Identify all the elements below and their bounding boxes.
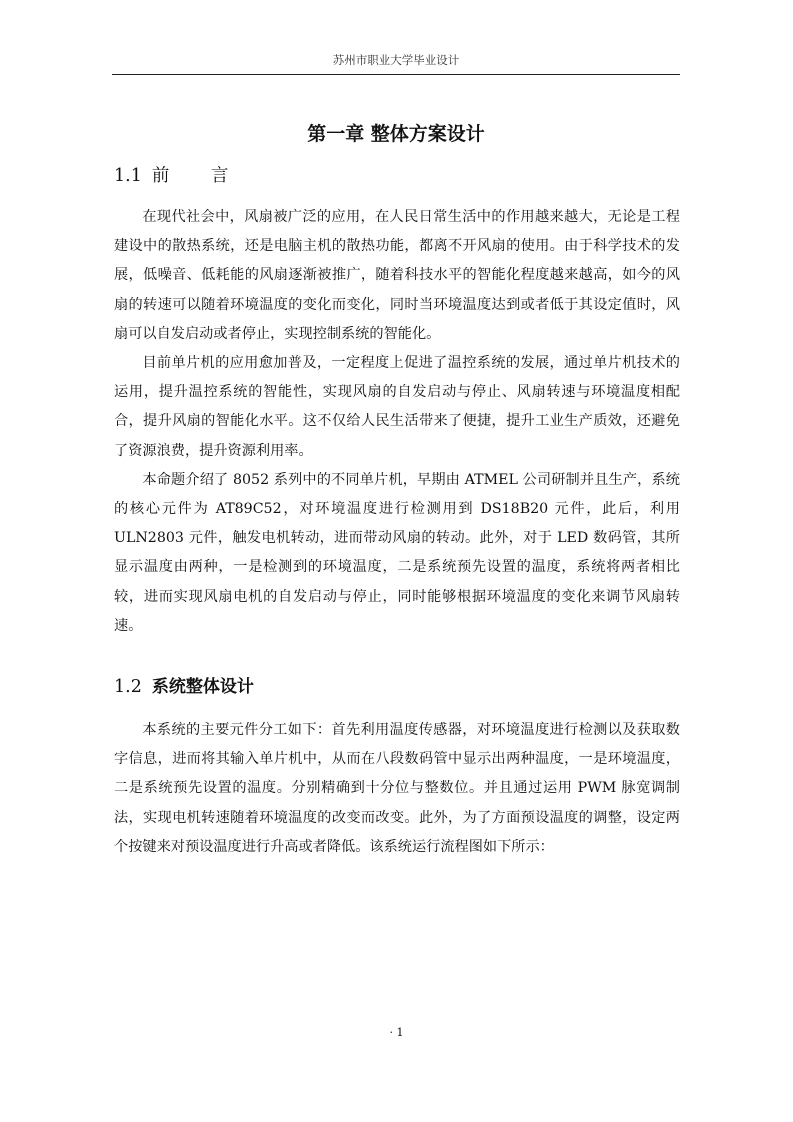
section-heading-1-1 (114, 162, 246, 190)
page-header (112, 50, 680, 75)
section-number: 1.2 (114, 677, 142, 697)
section-1-1-body (114, 203, 680, 641)
paragraph: 目前单片机的应用愈加普及，一定程度上促进了温控系统的发展，通过单片机技术的运用，提升温控系统的智能性，实现风扇的自发启动与停止、风扇转速与环境温度相配合，提升风扇的智能化水平。这不仅给人民生活带来了便捷，提升工业生产质效，还避免了资源浪费，提升资源利用率。 (114, 355, 680, 459)
section-heading-1-2 (114, 673, 254, 701)
chapter-title: 第一章 整体方案设计 (307, 123, 485, 145)
paragraph: 本命题介绍了 8052 系列中的不同单片机，早期由 ATMEL 公司研制并且生产，系统的核心元件为 AT89C52，对环境温度进行检测用到 DS18B20 元件，此后，利用 ULN2803 元件，触发电机转动，进而带动风扇的转动。此外，对于 LED 数码管，其所显示温度由两种，一是检测到的环境温度，二是系统预先设置的温度，系统将两者相比较，进而实现风扇电机的自发启动与停止，同时能够根据环境温度的变化来调节风扇转速。 (114, 471, 680, 634)
page-header-text: 苏州市职业大学毕业设计 (332, 53, 460, 67)
paragraph: 在现代社会中，风扇被广泛的应用，在人民日常生活中的作用越来越大，无论是工程建设中的散热系统，还是电脑主机的散热功能，都离不开风扇的使用。由于科学技术的发展，低噪音、低耗能的风扇逐渐被推广，随着科技水平的智能化程度越来越高，如今的风扇的转速可以随着环境温度的变化而变化，同时当环境温度达到或者低于其设定值时，风扇可以自发启动或者停止，实现控制系统的智能化。 (114, 209, 680, 342)
section-1-2-body (114, 716, 680, 862)
section-number: 1.1 (114, 166, 142, 186)
section-title-text: 前 言 (151, 166, 247, 186)
section-title-text: 系统整体设计 (151, 677, 254, 697)
paragraph: 本系统的主要元件分工如下：首先利用温度传感器，对环境温度进行检测以及获取数字信息，进而将其输入单片机中，从而在八段数码管中显示出两种温度，一是环境温度，二是系统预先设置的温度。分别精确到十分位与整数位。并且通过运用 PWM 脉宽调制法，实现电机转速随着环境温度的改变而改变。此外，为了方面预设温度的调整，设定两个按键来对预设温度进行升高或者降低。该系统运行流程图如下所示： (114, 722, 680, 855)
page-number: · 1 (389, 1026, 404, 1039)
